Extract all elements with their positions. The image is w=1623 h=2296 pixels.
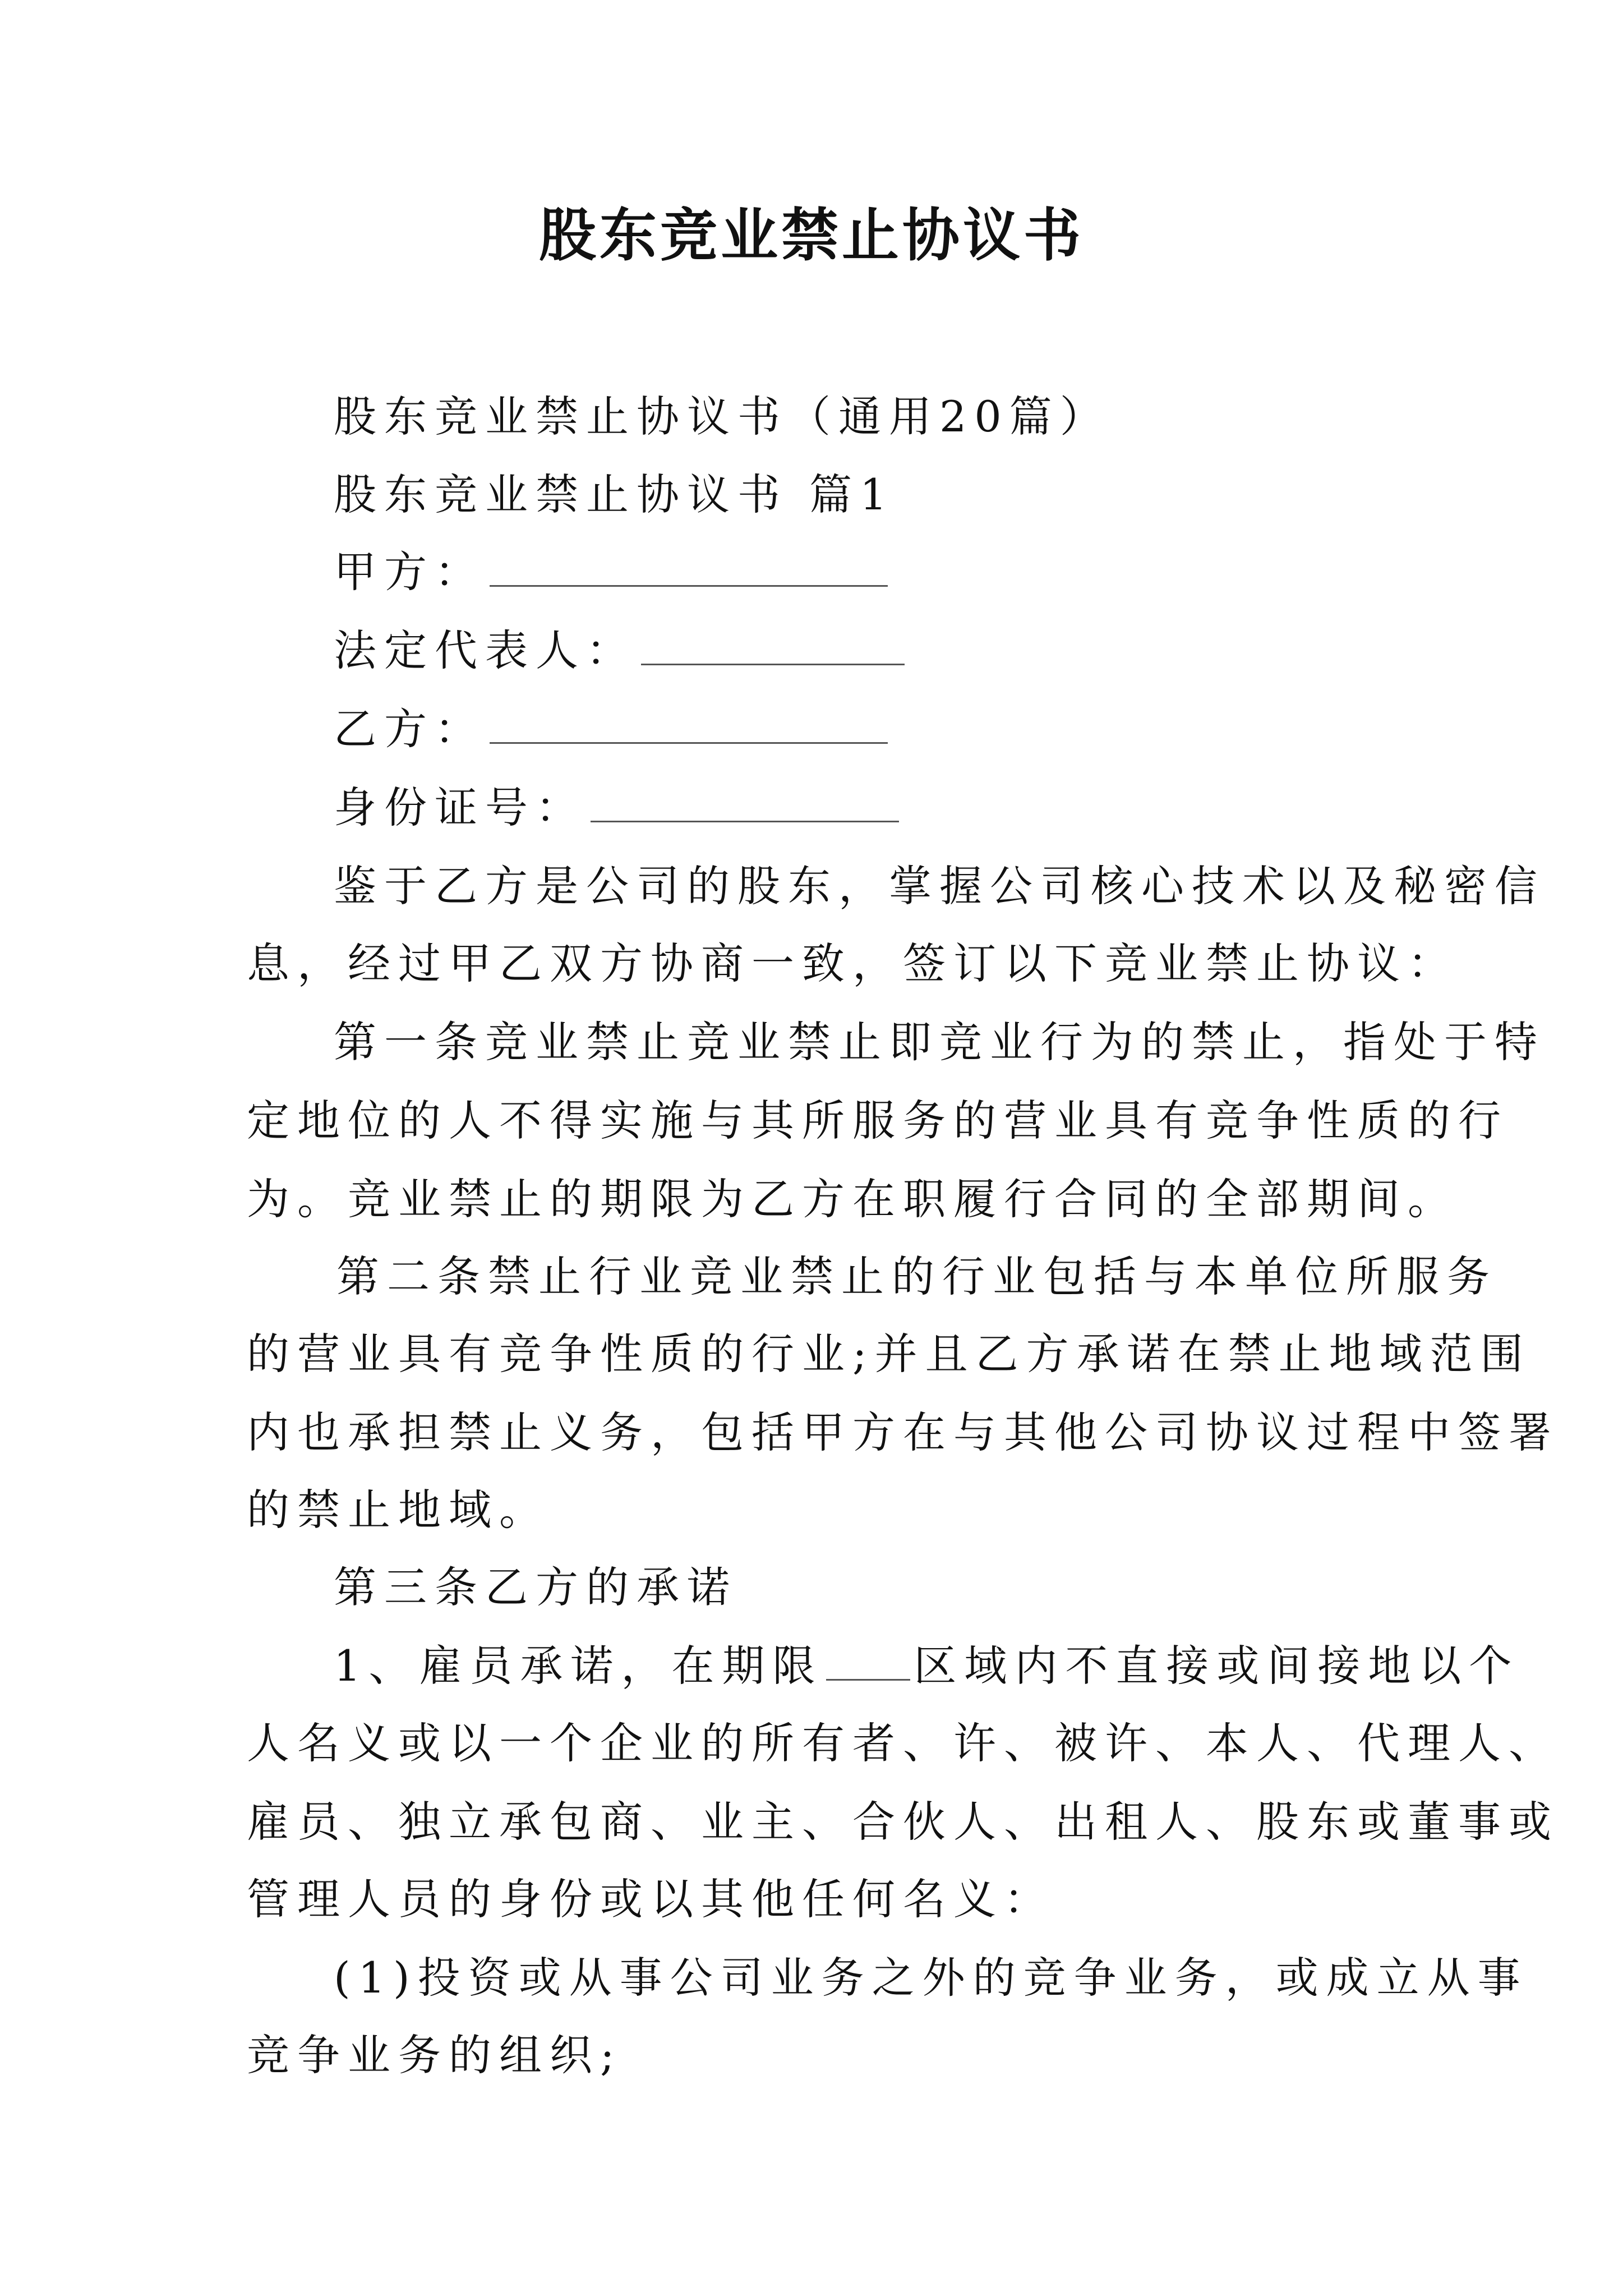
paragraph-line: 定地位的人不得实施与其所服务的营业具有竞争性质的行 [247, 1096, 1509, 1145]
id-number-row [334, 780, 899, 836]
paragraph-line [334, 1638, 1519, 1694]
paragraph-line: 为。竞业禁止的期限为乙方在职履行合同的全部期间。 [247, 1174, 1458, 1224]
section-heading: 股东竞业禁止协议书 篇1 [334, 470, 895, 519]
party-a-blank [490, 550, 888, 587]
paragraph-line: 的营业具有竞争性质的行业;并且乙方承诺在禁止地域范围 [247, 1329, 1531, 1379]
paragraph-line: 的禁止地域。 [247, 1485, 550, 1535]
paragraph-line: 第一条竞业禁止竞业禁止即竞业行为的禁止，指处于特 [334, 1017, 1545, 1067]
paragraph-line: 息，经过甲乙双方协商一致，签订以下竞业禁止协议： [247, 938, 1458, 988]
paragraph-line: 竞争业务的组织; [247, 2030, 623, 2080]
paragraph-line: 人名义或以一个企业的所有者、许、被许、本人、代理人、 [247, 1718, 1559, 1768]
paragraph-line: 第二条禁止行业竞业禁止的行业包括与本单位所服务 [336, 1251, 1497, 1301]
document-subtitle: 股东竞业禁止协议书（通用20篇） [334, 392, 1110, 441]
party-b-row [334, 701, 888, 757]
party-b-label: 乙方： [334, 704, 485, 754]
article-heading: 第三条乙方的承诺 [334, 1562, 737, 1612]
period-blank [826, 1644, 910, 1681]
paragraph-line: 管理人员的身份或以其他任何名义： [247, 1874, 1054, 1924]
id-number-label: 身份证号： [334, 783, 586, 832]
legal-rep-blank [641, 629, 905, 665]
paragraph-line: 内也承担禁止义务，包括甲方在与其他公司协议过程中签署 [247, 1407, 1559, 1457]
paragraph-line: 鉴于乙方是公司的股东，掌握公司核心技术以及秘密信 [334, 861, 1545, 911]
legal-rep-row [334, 623, 905, 679]
paragraph-line: 雇员、独立承包商、业主、合伙人、出租人、股东或董事或 [247, 1797, 1559, 1847]
legal-rep-label: 法定代表人： [334, 625, 637, 675]
party-a-row [334, 544, 888, 600]
clause-text: 区域内不直接或间接地以个 [914, 1641, 1520, 1691]
party-b-blank [490, 707, 888, 744]
clause-text: 1、雇员承诺，在期限 [334, 1641, 823, 1691]
party-a-label: 甲方： [334, 547, 485, 597]
paragraph-line: (1)投资或从事公司业务之外的竞争业务，或成立从事 [334, 1953, 1528, 2003]
id-number-blank [591, 786, 899, 822]
document-title: 股东竞业禁止协议书 [539, 202, 1084, 269]
